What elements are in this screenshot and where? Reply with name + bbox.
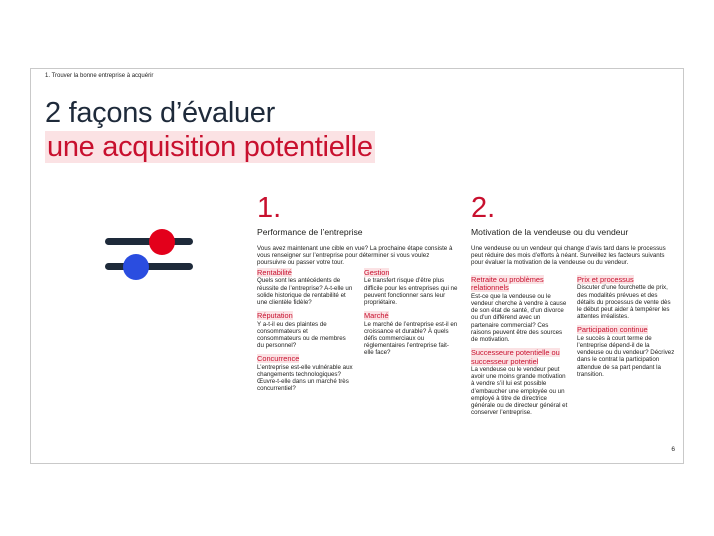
criterion-prix <box>577 276 675 320</box>
criterion-text: Le marché de l’entreprise est-il en croissance et durable? À quels défis commerciaux ou réglementaires l’entreprise fait-elle face? <box>364 320 458 357</box>
section-2-number: 2. <box>471 192 496 224</box>
page-title-line1: 2 façons d’évaluer <box>45 97 275 129</box>
criterion-title: Prix et processus <box>577 275 634 284</box>
criterion-title: Rentabilité <box>257 268 292 277</box>
criterion-text: Le succès à court terme de l’entreprise dépend-il de la vendeuse ou du vendeur? Décrivez dans le contrat la participation attendue de sa part pendant la transition. <box>577 334 675 378</box>
section-1-number: 1. <box>257 192 282 224</box>
section-1-heading: Performance de l’entreprise <box>257 227 363 237</box>
criterion-title: Réputation <box>257 311 293 321</box>
criterion-text: Le transfert risque d’être plus difficile pour les entreprises qui ne peuvent fonctionner sans leur propriétaire. <box>364 277 458 307</box>
criterion-text: Est-ce que la vendeuse ou le vendeur cherche à vendre à cause de son état de santé, d’un divorce ou d’un différend avec un partenaire commercial? Ces raisons peuvent être des sources de motivation. <box>471 292 567 344</box>
criterion-successeur <box>471 349 569 416</box>
criterion-participation <box>577 326 675 378</box>
section-1-header <box>257 193 457 273</box>
slider-track-bottom <box>105 263 193 270</box>
section-1-left-column <box>257 269 353 399</box>
criterion-title: Gestion <box>364 268 390 277</box>
criterion-rentabilite <box>257 269 353 306</box>
slider-knob-blue-icon <box>123 254 149 280</box>
section-2-right-column <box>577 276 675 384</box>
criterion-title: Marché <box>364 311 389 321</box>
criterion-title: Successeure potentielle ou successeur potentiel <box>471 348 560 366</box>
slider-knob-red-icon <box>149 229 175 255</box>
page-title-line2 <box>45 131 375 163</box>
section-2-header <box>471 193 671 273</box>
section-2-left-column <box>471 276 569 422</box>
criterion-gestion <box>364 269 458 306</box>
section-2-heading: Motivation de la vendeuse ou du vendeur <box>471 227 629 237</box>
sliders-illustration <box>105 229 205 279</box>
page-title-line2-text: une acquisition potentielle <box>47 131 373 163</box>
criterion-marche <box>364 312 458 356</box>
criterion-text: Discuter d’une fourchette de prix, des modalités prévues et des détails du processus de vente dès le début peut aider à tempérer les attentes irréalistes. <box>577 284 671 321</box>
document-page <box>30 68 684 464</box>
criterion-title: Concurrence <box>257 354 300 364</box>
criterion-title: Retraite ou problèmes relationnels <box>471 275 544 293</box>
criterion-text: L’entreprise est-elle vulnérable aux changements technologiques? Œuvre-t-elle dans un marché très concurrentiel? <box>257 363 353 393</box>
section-2-intro: Une vendeuse ou un vendeur qui change d’avis tard dans le processus peut réduire des mois d’efforts à néant. Surveillez les facteurs suivants pour évaluer la motivation de la vendeuse ou du vendeur. <box>471 245 666 267</box>
criterion-text: Y a-t-il eu des plaintes de consommateurs et consommateurs ou de membres du personnel? <box>257 320 346 350</box>
section-1-right-column <box>364 269 458 363</box>
page-number: 6 <box>671 446 675 453</box>
breadcrumb: 1. Trouver la bonne entreprise à acquérir <box>45 73 154 79</box>
criterion-reputation <box>257 312 353 349</box>
criterion-retraite <box>471 276 569 343</box>
criterion-title: Participation continue <box>577 325 648 335</box>
criterion-text: Quels sont les antécédents de réussite de l’entreprise? A-t-elle un solide historique de rentabilité et une clientèle fidèle? <box>257 277 353 307</box>
section-1-intro: Vous avez maintenant une cible en vue? La prochaine étape consiste à vous renseigner sur l’entreprise pour déterminer si vous voulez poursuivre ou passer votre tour. <box>257 245 453 267</box>
criterion-concurrence <box>257 355 353 392</box>
criterion-text: La vendeuse ou le vendeur peut avoir une moins grande motivation à vendre s’il lui est possible d’embaucher une employée ou un employé à titre de directrice générale ou de directeur général et conserver l’entreprise. <box>471 366 568 417</box>
